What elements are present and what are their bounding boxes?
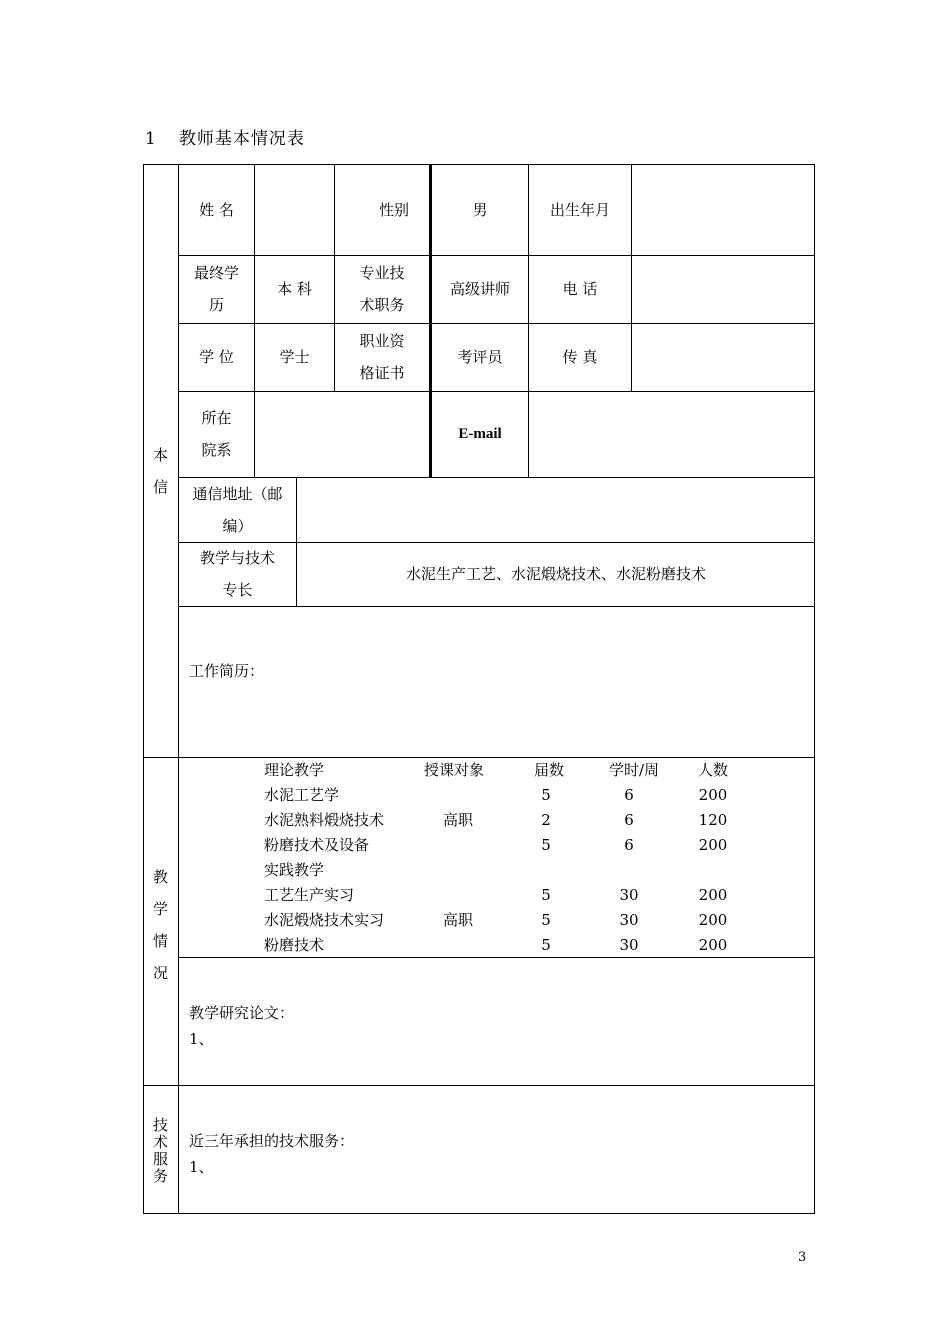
teaching-cell-course: 实践教学 xyxy=(264,861,325,879)
education-label xyxy=(179,255,254,323)
address-label xyxy=(179,477,296,542)
papers-block xyxy=(189,1000,294,1052)
teaching-cell-course: 工艺生产实习 xyxy=(264,886,355,904)
side-label-teaching-char: 况 xyxy=(152,964,168,982)
section-heading xyxy=(145,124,305,149)
teaching-header-students: 人数 xyxy=(698,761,729,779)
teaching-cell-course: 水泥熟料煅烧技术 xyxy=(264,811,385,829)
teaching-header-sessions: 届数 xyxy=(534,761,565,779)
teaching-cell-students: 200 xyxy=(698,786,728,804)
section-line xyxy=(143,1085,815,1086)
department-label xyxy=(179,391,254,477)
teaching-header-hours: 学时/周 xyxy=(609,761,660,779)
title-label xyxy=(335,255,429,323)
certificate-value: 考评员 xyxy=(457,348,503,366)
teaching-cell-hours: 30 xyxy=(619,911,639,929)
papers-label: 教学研究论文： xyxy=(189,1004,295,1022)
service-item-1: 1、 xyxy=(189,1158,214,1176)
side-label-tech-service-char: 术 xyxy=(152,1133,168,1151)
side-label-basic-info-char1: 本 xyxy=(152,446,168,464)
teaching-cell-sessions: 2 xyxy=(541,811,551,829)
gender-label: 性别 xyxy=(378,200,409,219)
name-label: 姓 名 xyxy=(199,200,234,219)
teaching-cell-students: 200 xyxy=(698,886,728,904)
gender-value: 男 xyxy=(472,200,488,219)
teaching-cell-students: 120 xyxy=(698,811,728,829)
teaching-cell-hours: 6 xyxy=(624,836,634,854)
teaching-cell-students: 200 xyxy=(698,911,728,929)
side-label-teaching-char: 教 xyxy=(152,868,168,886)
specialty-value: 水泥生产工艺、水泥煅烧技术、水泥粉磨技术 xyxy=(405,565,706,583)
email-label: E-mail xyxy=(458,426,502,442)
title-value: 高级讲师 xyxy=(449,280,510,298)
fax-label: 传 真 xyxy=(562,348,598,366)
side-label-basic-info-char2: 信 xyxy=(152,478,168,496)
teaching-cell-course: 水泥煅烧技术实习 xyxy=(264,911,385,929)
col-line xyxy=(631,164,632,391)
education-label-line2: 历 xyxy=(208,296,224,314)
certificate-label-line1: 职业资 xyxy=(359,332,405,350)
side-label-tech-service-char: 务 xyxy=(152,1167,168,1185)
teaching-cell-sessions: 5 xyxy=(541,936,551,954)
degree-value: 学士 xyxy=(279,348,310,366)
teaching-cell-course: 粉磨技术及设备 xyxy=(264,836,370,854)
teaching-cell-sessions: 5 xyxy=(541,911,551,929)
address-label-line1: 通信地址（邮 xyxy=(192,484,283,503)
section-number: 1 xyxy=(145,129,157,149)
certificate-label xyxy=(335,323,429,391)
side-label-teaching-char: 情 xyxy=(152,932,168,950)
birth-label: 出生年月 xyxy=(549,200,610,219)
title-label-line1: 专业技 xyxy=(359,264,405,282)
teaching-cell-hours: 6 xyxy=(624,786,634,804)
work-history-label: 工作简历： xyxy=(189,662,265,680)
section-title: 教师基本情况表 xyxy=(178,129,305,149)
teaching-cell-course: 粉磨技术 xyxy=(264,936,325,954)
papers-item-1: 1、 xyxy=(189,1030,214,1048)
page-number: 3 xyxy=(798,1250,807,1265)
department-label-line2: 院系 xyxy=(201,441,232,459)
teaching-cell-course: 水泥工艺学 xyxy=(264,786,340,804)
degree-label: 学 位 xyxy=(199,348,234,366)
service-block xyxy=(189,1128,354,1180)
address-label-line2: 编） xyxy=(222,516,253,535)
teaching-cell-hours: 6 xyxy=(624,811,634,829)
phone-label: 电 话 xyxy=(562,280,598,298)
side-label-teaching-char: 学 xyxy=(152,900,168,918)
teaching-cell-students: 200 xyxy=(698,936,728,954)
teaching-header-course: 理论教学 xyxy=(264,761,325,779)
side-label-basic-info xyxy=(143,439,178,503)
side-label-tech-service-char: 技 xyxy=(152,1116,168,1134)
specialty-label-line2: 专长 xyxy=(222,581,253,599)
specialty-label-line1: 教学与技术 xyxy=(199,549,275,567)
side-label-tech-service-char: 服 xyxy=(152,1150,168,1168)
education-label-line1: 最终学 xyxy=(193,264,239,282)
teaching-cell-audience: 高职 xyxy=(442,811,473,829)
side-label-tech-service xyxy=(143,1117,178,1185)
teaching-header-audience: 授课对象 xyxy=(424,761,485,779)
teaching-cell-hours: 30 xyxy=(619,886,639,904)
service-label: 近三年承担的技术服务： xyxy=(189,1132,355,1150)
row-line xyxy=(178,606,815,607)
teaching-cell-audience: 高职 xyxy=(442,911,473,929)
certificate-label-line2: 格证书 xyxy=(359,364,405,382)
specialty-label xyxy=(179,542,296,606)
teaching-cell-sessions: 5 xyxy=(541,836,551,854)
teaching-cell-students: 200 xyxy=(698,836,728,854)
education-value: 本 科 xyxy=(277,280,312,298)
teaching-cell-sessions: 5 xyxy=(541,786,551,804)
department-label-line1: 所在 xyxy=(201,409,232,427)
teaching-cell-hours: 30 xyxy=(619,936,639,954)
teaching-cell-sessions: 5 xyxy=(541,886,551,904)
col-line xyxy=(254,391,255,477)
title-label-line2: 术职务 xyxy=(359,296,405,314)
side-label-teaching xyxy=(143,861,178,989)
